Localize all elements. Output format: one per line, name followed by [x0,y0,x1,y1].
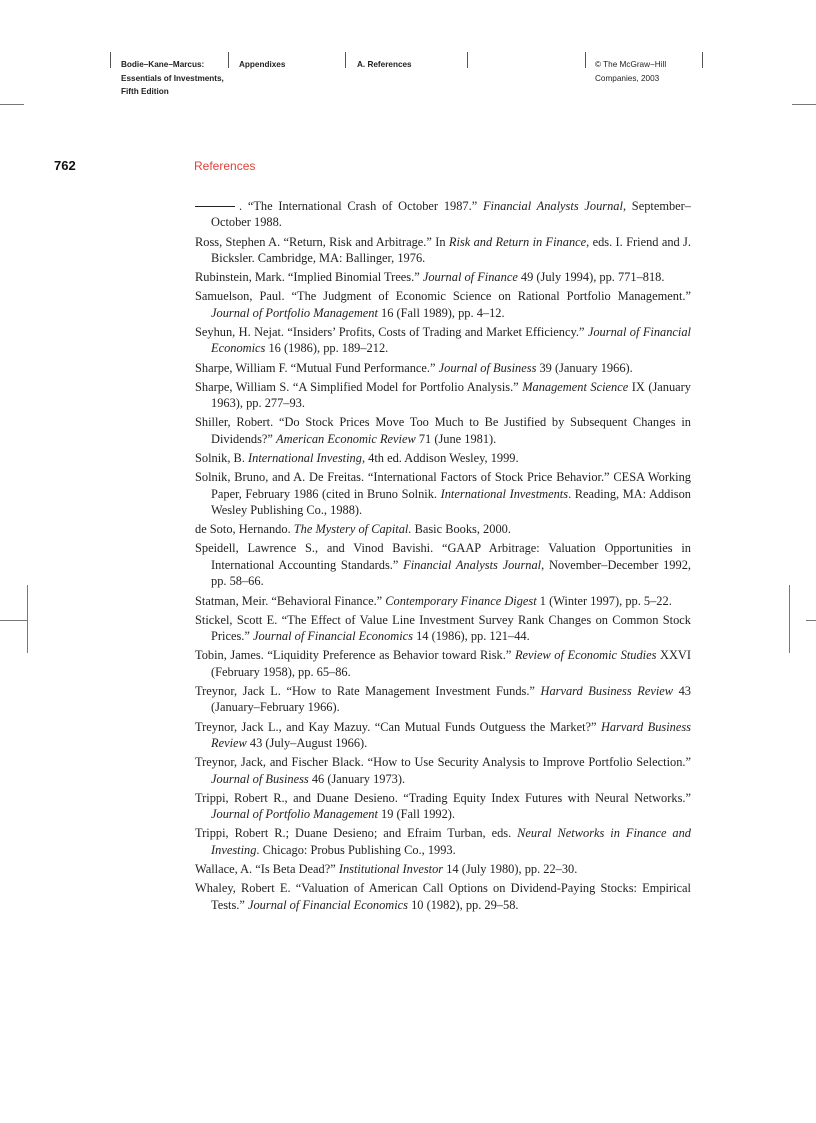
reference-text: Samuelson, Paul. “The Judgment of Economic Science on Rational Portfolio Management.” [195,289,691,304]
reference-entry [195,612,691,645]
reference-text: Ross, Stephen A. “Return, Risk and Arbitrage.” In [195,234,449,249]
reference-details: 16 (Fall 1989), pp. 4–12. [377,305,505,320]
reference-entry [195,450,691,466]
reference-text: Tobin, James. “Liquidity Preference as Behavior toward Risk.” [195,648,515,663]
reference-entry [195,469,691,518]
reference-details: XXVI (February 1958), pp. 65–86. [211,648,691,679]
reference-text: Solnik, B. [195,451,249,466]
reference-source: Risk and Return in Finance [448,234,587,249]
header-cell-blank [467,52,586,68]
header-chapter: A. References [357,60,412,69]
reference-entry [195,414,691,447]
reference-source: American Economic Review [276,431,416,446]
reference-details: . Reading, MA: Addison Wesley Publishing Co., 1988). [211,486,691,518]
reference-text: Solnik, Bruno, and A. De Freitas. “International Factors of Stock Price Behavior.” CESA Working Paper, February 1986 (cited in Bruno Solnik. [195,470,691,501]
section-title: References [194,159,256,173]
reference-details: 14 (July 1980), pp. 22–30. [443,861,578,876]
reference-entry [195,719,691,752]
reference-entry [195,521,691,537]
reference-entry [195,234,691,267]
reference-details: 46 (January 1973). [308,771,406,786]
reference-source: Financial Analysts Journal [403,557,542,572]
crop-mark-right-mid [789,585,790,653]
reference-entry [195,880,691,913]
reference-entry [195,754,691,787]
reference-source: Journal of Financial Economics [211,325,691,356]
reference-text: Seyhun, H. Nejat. “Insiders’ Profits, Costs of Trading and Market Efficiency.” [195,325,588,340]
reference-text: de Soto, Hernando. [195,522,294,537]
reference-details: . Chicago: Probus Publishing Co., 1993. [256,842,456,857]
header-authors: Bodie–Kane–Marcus: [121,60,205,69]
reference-source: Journal of Business [211,771,309,786]
crop-mark-left-h [0,620,27,621]
reference-text: Trippi, Robert R., and Duane Desieno. “Trading Equity Index Futures with Neural Networks.” [195,790,691,805]
reference-entry [195,683,691,716]
reference-details: , eds. I. Friend and J. Bicksler. Cambridge, MA: Ballinger, 1976. [211,234,691,266]
reference-text: Treynor, Jack L. “How to Rate Management Investment Funds.” [195,683,541,698]
reference-text: . “The International Crash of October 1987.” [239,199,483,213]
reference-source: Harvard Business Review [211,719,691,750]
reference-source: Management Science [522,379,629,394]
page-number: 762 [54,158,76,173]
reference-details: 49 (July 1994), pp. 771–818. [517,270,665,285]
reference-entry [195,324,691,357]
header-copyright-line1: © The McGraw−Hill [595,60,667,69]
reference-source: International Investments [440,486,569,501]
reference-source: Harvard Business Review [540,683,674,698]
header-copyright-line2: Companies, 2003 [595,73,660,83]
reference-details: 39 (January 1966). [536,360,633,375]
reference-entry [195,269,691,285]
reference-entry [195,647,691,680]
reference-text: Whaley, Robert E. “Valuation of American Call Options on Dividend-Paying Stocks: Empirical Tests.” [195,881,691,912]
reference-entry [195,861,691,877]
reference-list [195,198,691,916]
reference-text: Sharpe, William F. “Mutual Fund Performance.” [195,360,439,375]
reference-text: Trippi, Robert R.; Duane Desieno; and Efraim Turban, eds. [195,826,518,841]
reference-source: Neural Networks in Finance and Investing [211,826,691,857]
reference-entry [195,360,691,376]
reference-entry [195,790,691,823]
reference-entry [195,288,691,321]
header-edition: Fifth Edition [121,87,169,96]
reference-text: Treynor, Jack, and Fischer Black. “How to Use Security Analysis to Improve Portfolio Selection.” [195,755,691,770]
reference-details: 43 (July–August 1966). [246,735,368,750]
crop-mark-right-h [806,620,816,621]
reference-source: Institutional Investor [338,861,444,876]
reference-text: Statman, Meir. “Behavioral Finance.” [195,593,386,608]
reference-details: 43 (January–February 1966). [211,683,691,715]
reference-details: Basic Books, 2000. [411,522,511,537]
reference-source: Journal of Financial Economics [252,629,414,644]
header-copyright [595,58,666,85]
reference-entry [195,825,691,858]
reference-details: 14 (1986), pp. 121–44. [413,629,530,644]
reference-text: Shiller, Robert. “Do Stock Prices Move Too Much to Be Justified by Subsequent Changes in Dividends?” [195,415,691,446]
reference-source: Journal of Finance [422,270,518,285]
reference-source: Journal of Financial Economics [247,897,409,912]
header-book-info [121,58,224,99]
reference-entry [195,593,691,609]
reference-source: Review of Economic Studies [514,648,657,663]
running-header [110,52,703,98]
reference-source: Journal of Portfolio Management [211,807,378,822]
reference-details: 19 (Fall 1992). [377,807,456,822]
reference-source: Contemporary Finance Digest [385,593,537,608]
reference-details: 10 (1982), pp. 29–58. [408,897,519,912]
reference-details: , September–October 1988. [211,199,691,230]
reference-text: Stickel, Scott E. “The Effect of Value Line Investment Survey Rank Changes on Common Stock Prices.” [195,612,691,644]
reference-text: Treynor, Jack L., and Kay Mazuy. “Can Mutual Funds Outguess the Market?” [195,719,601,734]
reference-details: 1 (Winter 1997), pp. 5–22. [536,593,672,608]
crop-mark-left-top [0,104,24,105]
reference-source: Journal of Business [438,360,537,375]
crop-mark-left-mid [27,585,28,653]
reference-text: Wallace, A. “Is Beta Dead?” [195,861,339,876]
crop-mark-right-top [792,104,816,105]
reference-details: , November–December 1992, pp. 58–66. [211,557,691,589]
reference-entry [195,379,691,412]
header-part: Appendixes [239,60,286,69]
reference-source: Financial Analysts Journal [482,199,623,213]
reference-text: Speidell, Lawrence S., and Vinod Bavishi. “GAAP Arbitrage: Valuation Opportunities in International Accounting Standards.” [195,541,691,572]
reference-entry [195,198,691,231]
reference-entry [195,540,691,589]
reference-text: Sharpe, William S. “A Simplified Model for Portfolio Analysis.” [195,379,523,394]
reference-details: 16 (1986), pp. 189–212. [265,341,389,356]
reference-details: , 4th ed. Addison Wesley, 1999. [361,451,519,466]
header-cell-end [702,52,703,68]
reference-source: The Mystery of Capital. [293,522,412,537]
reference-details: IX (January 1963), pp. 277–93. [211,379,691,411]
header-book-title: Essentials of Investments, [121,73,224,83]
reference-source: Journal of Portfolio Management [211,305,378,320]
reference-details: 71 (June 1981). [415,431,497,446]
repeat-author-rule [195,206,235,207]
reference-text: Rubinstein, Mark. “Implied Binomial Trees.” [195,270,423,285]
reference-source: International Investing [248,451,362,466]
